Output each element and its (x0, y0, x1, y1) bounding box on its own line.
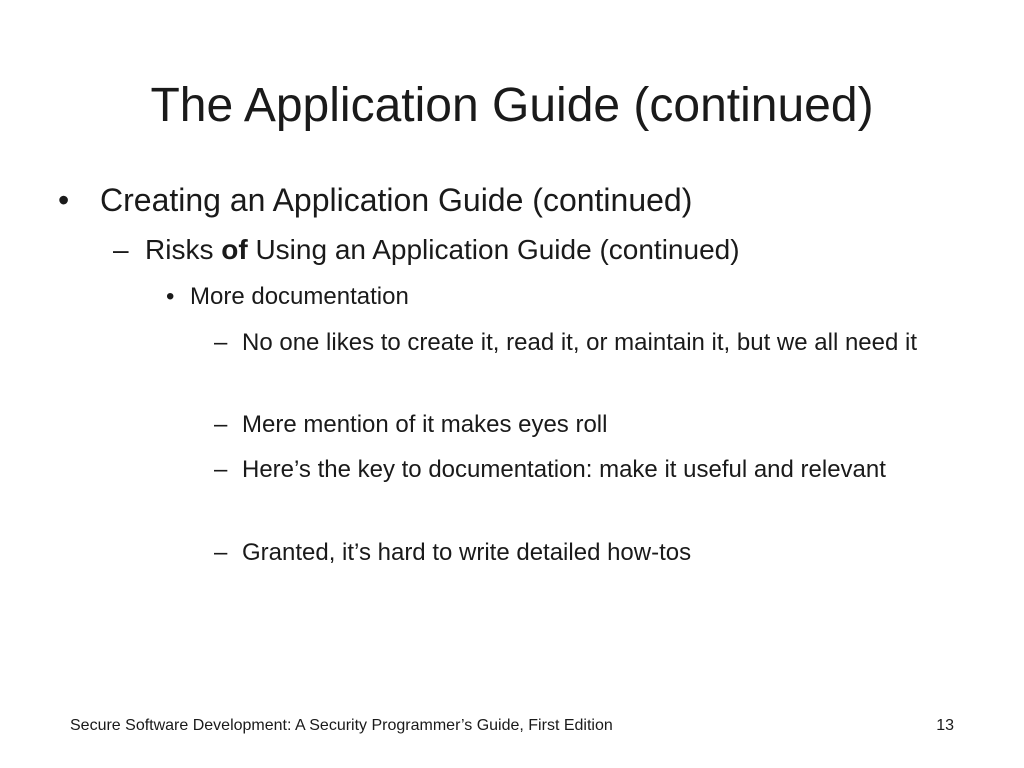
dash-marker: – (113, 234, 129, 265)
dash-marker: – (214, 411, 228, 438)
footer-source: Secure Software Development: A Security Programmer’s Guide, First Edition (70, 717, 613, 734)
bullet-level3 (166, 280, 409, 314)
bullet-marker: • (166, 283, 175, 310)
dash-marker: – (214, 329, 228, 356)
bullet-text-start: Risks (145, 234, 222, 265)
dash-marker: – (214, 539, 228, 566)
page-number: 13 (936, 717, 954, 734)
bullet-text: Granted, it’s hard to write detailed how-tos (242, 539, 692, 566)
bullet-text: Mere mention of it makes eyes roll (242, 411, 608, 438)
bullet-text: No one likes to create it, read it, or maintain it, but we all need it (242, 329, 918, 356)
bullet-level4-item (214, 534, 962, 571)
bullet-text: Creating an Application Guide (continued) (100, 182, 693, 218)
bullet-level1 (58, 178, 693, 222)
slide-title: The Application Guide (continued) (150, 79, 874, 132)
bullet-marker: • (58, 182, 70, 218)
bullet-text: Here’s the key to documentation: make it useful and relevant (242, 456, 886, 483)
bullet-text-end: Using an Application Guide (continued) (247, 234, 740, 265)
bullet-level4-item (214, 406, 962, 443)
bullet-level4-item (214, 451, 962, 488)
dash-marker: – (214, 456, 228, 483)
bullet-level2 (113, 230, 740, 270)
bullet-level4-item (214, 324, 962, 361)
bullet-text-bold: of (221, 234, 248, 265)
bullet-text: More documentation (190, 283, 409, 310)
